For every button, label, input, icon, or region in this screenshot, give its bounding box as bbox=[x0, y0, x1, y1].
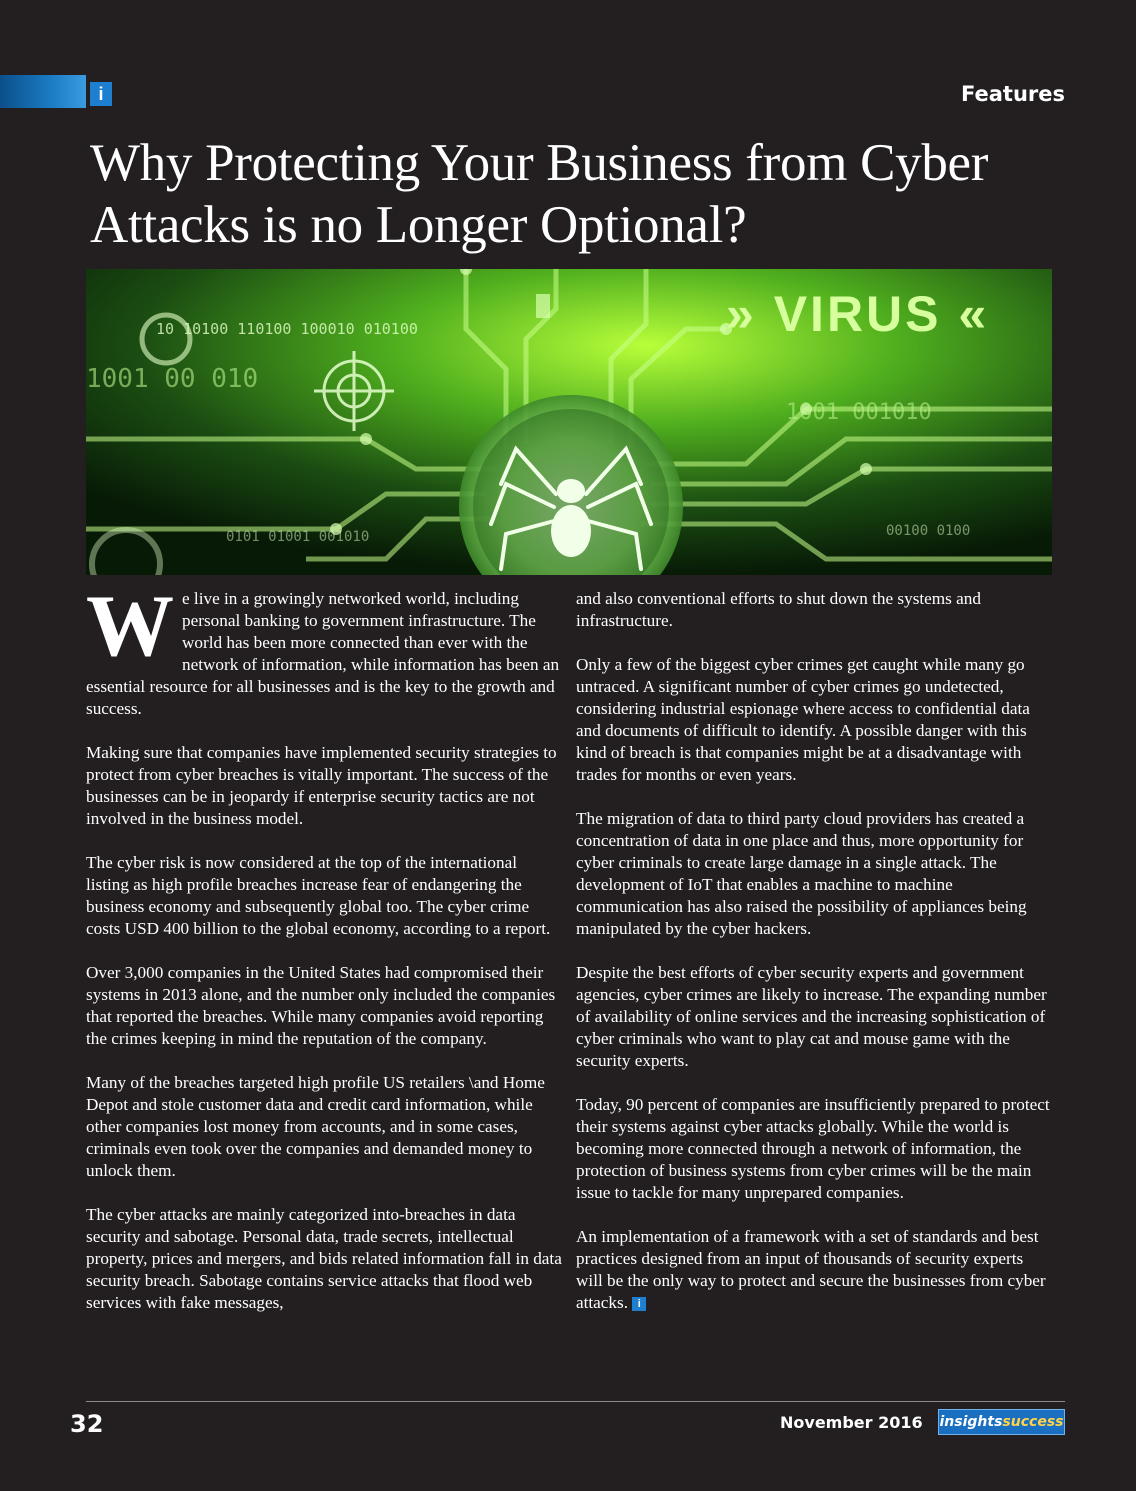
issue-date: November 2016 bbox=[780, 1413, 923, 1432]
magazine-logo-icon: i bbox=[90, 82, 112, 106]
drop-cap: W bbox=[86, 578, 174, 675]
body-paragraph: Many of the breaches targeted high profile US retailers \and Home Depot and stole customer data and credit card information, while other companies lost money from accounts, and in some cases, criminals even took over the companies and demanded money to unlock them. bbox=[86, 1073, 545, 1180]
body-paragraph bbox=[86, 578, 562, 720]
paragraph-text: An implementation of a framework with a set of standards and best practices designed from an input of thousands of security experts will be the only way to protect and secure the businesses from cyber attacks. bbox=[576, 1227, 1046, 1312]
hero-binary-text: 1001 00 010 bbox=[86, 364, 259, 394]
body-paragraph: The migration of data to third party cloud providers has created a concentration of data in one place and thus, more opportunity for cyber criminals to create large damage in a single attack. The development of IoT that enables a machine to machine communication has also raised the possibility of appliances being manipulated by the cyber hackers. bbox=[576, 809, 1027, 938]
footer-divider bbox=[86, 1401, 1065, 1402]
body-paragraph: and also conventional efforts to shut down the systems and infrastructure. bbox=[576, 589, 981, 630]
article-title: Why Protecting Your Business from Cyber Attacks is no Longer Optional? bbox=[90, 134, 989, 254]
body-paragraph bbox=[576, 1226, 1052, 1314]
body-paragraph: Despite the best efforts of cyber security experts and government agencies, cyber crimes are likely to increase. The expanding number of availability of online services and the increasing sophistication of cyber criminals who want to play cat and mouse game with the security experts. bbox=[576, 963, 1047, 1070]
brand-name-part: insights bbox=[939, 1414, 1003, 1430]
body-paragraph: Only a few of the biggest cyber crimes get caught while many go untraced. A significant number of cyber crimes go undetected, considering industrial espionage where access to confidential data and documents of difficult to identify. A possible danger with this kind of breach is that companies might be at a disadvantage with trades for months or even years. bbox=[576, 655, 1030, 784]
hero-binary-text: 1001 001010 bbox=[786, 400, 932, 425]
header-accent-band bbox=[0, 75, 86, 108]
brand-name-part: success bbox=[1002, 1414, 1064, 1430]
hero-binary-text: 0101 01001 001010 bbox=[226, 529, 370, 545]
body-paragraph: Making sure that companies have implemented security strategies to protect from cyber breaches is vitally important. The success of the businesses can be in jeopardy if enterprise security tactics are not involved in the business model. bbox=[86, 743, 557, 828]
section-label: Features bbox=[961, 82, 1065, 106]
body-paragraph: Today, 90 percent of companies are insufficiently prepared to protect their systems against cyber attacks globally. While the world is becoming more connected through a network of information, the protection of business systems from cyber crimes will be the main issue to tackle for many unprepared companies. bbox=[576, 1095, 1050, 1202]
body-paragraph: The cyber attacks are mainly categorized into-breaches in data security and sabotage. Personal data, trade secrets, intellectual property, prices and mergers, and bids related information fall in data security breach. Sabotage contains service attacks that flood web services with fake messages, bbox=[86, 1205, 562, 1312]
article-column-left bbox=[86, 578, 562, 1336]
paragraph-text: e live in a growingly networked world, including personal banking to government infrastructure. The world has been more connected than ever with the network of information, while information has been an essential resource for all businesses and is the key to the growth and success. bbox=[86, 589, 560, 718]
hero-binary-text: 00100 0100 bbox=[886, 523, 971, 539]
body-paragraph: Over 3,000 companies in the United States had compromised their systems in 2013 alone, and the number only included the companies that reported the breaches. While many companies avoid reporting the crimes keeping in mind the reputation of the company. bbox=[86, 963, 556, 1048]
hero-virus-text: » VIRUS « bbox=[726, 286, 990, 342]
page-number: 32 bbox=[70, 1410, 104, 1438]
article-column-right bbox=[576, 588, 1052, 1336]
end-of-article-icon: i bbox=[632, 1297, 646, 1311]
hero-image bbox=[86, 269, 1052, 575]
body-paragraph: The cyber risk is now considered at the top of the international listing as high profile breaches increase fear of endangering the business economy and subsequently global too. The cyber crime costs USD 400 billion to the global economy, according to a report. bbox=[86, 853, 551, 938]
brand-logo bbox=[938, 1409, 1065, 1435]
hero-binary-text: 10 10100 110100 100010 010100 bbox=[156, 320, 418, 338]
